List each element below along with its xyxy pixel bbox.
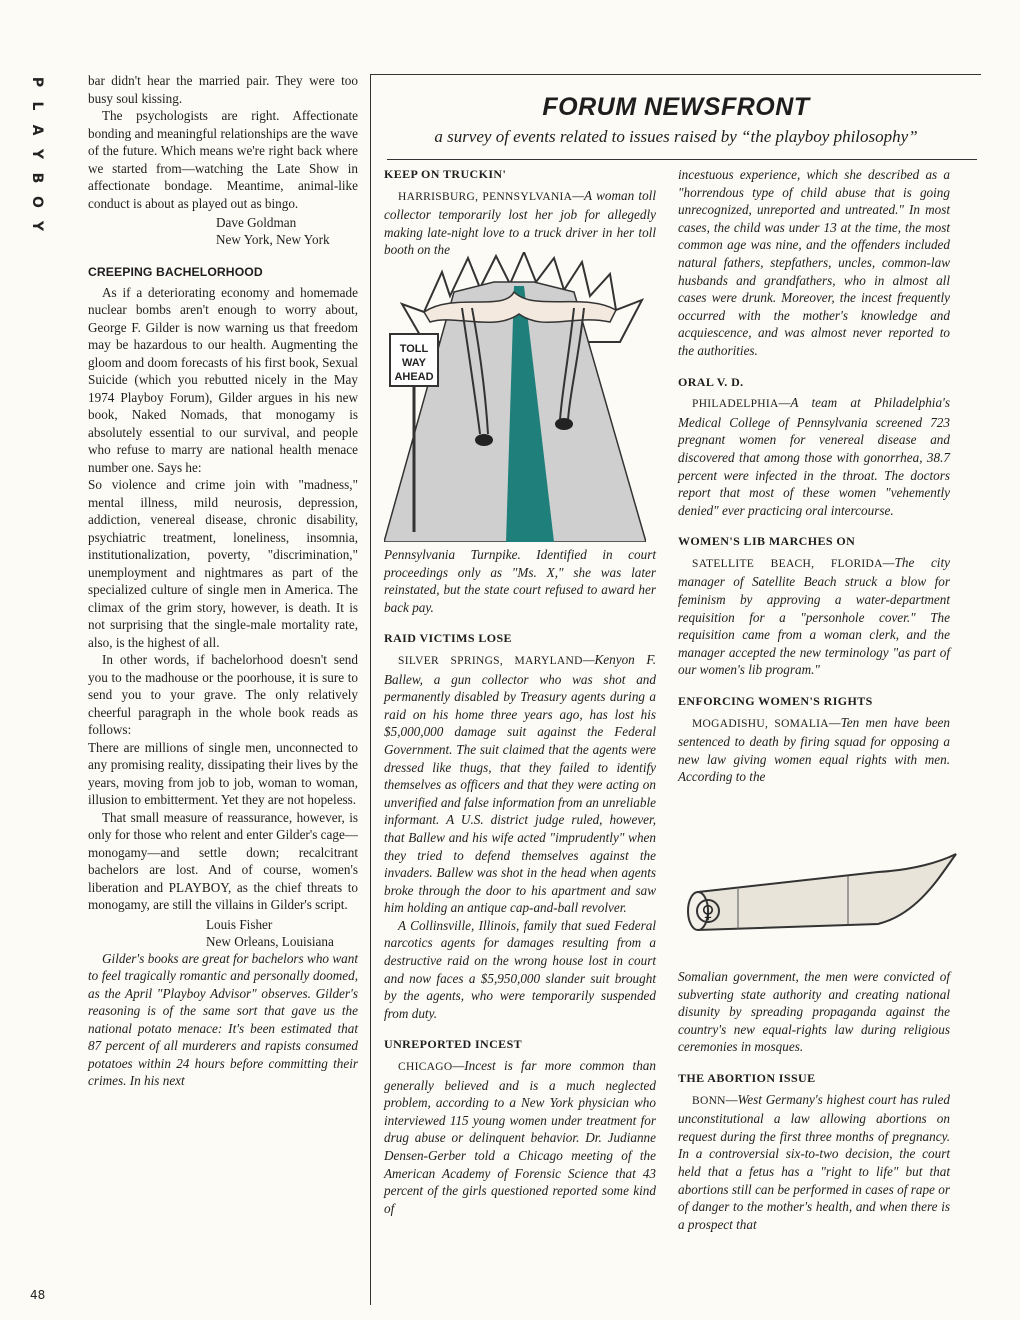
- news-item: CHICAGO—Incest is far more common than generally believed and is a much neglected problem, according to a New York physician who interviewed 115 young women under treatment for drug abuse or delinquent behavior. Dr. Judianne Densen-Gerber told a Chicago meeting of the American Academy of Forensic Science that 43 percent of the girls questioned reported some kind of: [384, 1058, 656, 1216]
- news-text: The city manager of Satellite Beach struck a blow for feminism by approving a water-department requisition for a "personhole cover." The requisition came from a woman clerk, and the manager accepted the new terminology "as part of our women's lib program.": [678, 554, 950, 678]
- dateline: HARRISBURG, PENNSYLVANIA: [398, 190, 573, 203]
- masthead-letter: Y: [29, 148, 45, 160]
- news-column-1: [384, 166, 656, 259]
- news-item: SILVER SPRINGS, MARYLAND—Kenyon F. Ballew, a gun collector who was shot and permanently disabled by Treasury agents during a raid on his home three years ago, has lost his $5,000,000 damage suit against the Federal Government. The suit claimed that the agents were dressed like thugs, that they failed to identify themselves as officers and that they were acting on unverified and false information from an unreliable informant. A U.S. district judge ruled, however, that Ballew and his wife acted "imprudently" when they tried to defend themselves against the invaders. Ballew was shot in the head when agents broke through the door to his apartment and saw him holding an antique cap-and-ball revolver.: [384, 651, 656, 916]
- news-heading: KEEP ON TRUCKIN': [384, 167, 507, 181]
- news-text: Kenyon F. Ballew, a gun collector who was shot and permanently disabled by Treasury agents during a raid on his home three years ago, has lost his $5,000,000 damage suit against the Federal Government. The suit claimed that the agents were dressed like thugs, that they failed to identify themselves as officers and that they were acting on unverified and false information from an unreliable informant. A U.S. district judge ruled, however, that Ballew and his wife acted "imprudently" when they tried to defend themselves against the invaders. Ballew was shot in the head when agents broke through the door to his apartment and saw him holding an antique cap-and-ball revolver.: [384, 651, 656, 916]
- news-text: Incest is far more common than generally believed and is a much neglected problem, according to a New York physician who interviewed 115 young women under treatment for drug abuse or delinquent behavior. Dr. Judianne Densen-Gerber told a Chicago meeting of the American Academy of Forensic Science that 43 percent of the girls questioned reported some kind of: [384, 1058, 656, 1216]
- letter-paragraph: In other words, if bachelorhood doesn't send you to the madhouse or the poorhouse, it is sure to send you to your grave. The only relatively cheerful paragraph in the whole book reads as follows:: [88, 652, 358, 737]
- masthead-letter: O: [29, 196, 45, 208]
- female-symbol-icon: ♀: [701, 902, 715, 923]
- signature-name: Louis Fisher: [206, 916, 273, 932]
- masthead-letter: Y: [29, 220, 45, 232]
- masthead-letter: A: [29, 124, 45, 136]
- news-text: Pennsylvania Turnpike. Identified in court proceedings only as "Ms. X," she was later reinstated, but the state court refused to award her back pay.: [384, 547, 656, 615]
- letters-column: [88, 72, 358, 1090]
- masthead-letter: P: [29, 76, 45, 88]
- news-text: Ten men have been sentenced to death by firing squad for opposing a new law giving women equal rights with men. According to the: [678, 714, 950, 785]
- masthead-letter: L: [29, 101, 45, 111]
- news-text: A team at Philadelphia's Medical College of Pennsylvania screened 723 pregnant women for venereal disease and discovered that among those with gonorrhea, 38.7 percent were infected in the throat. The doctors report that most of these women "vehemently denied" ever practicing oral intercourse.: [678, 395, 950, 518]
- news-text: West Germany's highest court has ruled unconstitutional a law allowing abortions on request during the first three months of pregnancy. In a controversial six-to-two decision, the court held that a fetus has a "right to life" but that abortions still can be performed in cases of rape or of danger to the mother's health, and when there is a prospect that: [678, 1091, 950, 1232]
- news-heading: THE ABORTION ISSUE: [678, 1070, 816, 1085]
- dateline: MOGADISHU, SOMALIA: [692, 717, 829, 730]
- page-number: 48: [30, 1288, 46, 1302]
- dateline: PHILADELPHIA: [692, 398, 779, 411]
- block-quote: So violence and crime join with "madness," mental illness, mild neurosis, depression, addiction, venereal disease, chronic disability, psychiatric treatment, loneliness, insomnia, institutionalization, poverty, "discrimination," unemployment and nightmares as part of the specialized culture of single men in America. The climax of the grim story, however, is death. It is not surprising that the single-male mortality rate, also, is the highest of all.: [88, 477, 358, 650]
- sign-text: AHEAD: [394, 371, 434, 383]
- news-item: PHILADELPHIA—A team at Philadelphia's Medical College of Pennsylvania screened 723 pregnant women for venereal disease and discovered that among those with gonorrhea, 38.7 percent were infected in the throat. The doctors report that most of these women "vehemently denied" ever practicing oral intercourse.: [678, 395, 950, 518]
- news-item: HARRISBURG, PENNSYLVANIA—A woman toll collector temporarily lost her job for allegedly making late-night love to a truck driver in her toll booth on the: [384, 187, 656, 258]
- block-quote: There are millions of single men, unconnected to any promising reality, dissipating their lives by the years, moving from job to job, woman to woman, illusion to embitterment. Yet they are not hopeless.: [88, 739, 358, 807]
- news-text: incestuous experience, which she described as a "horrendous type of child abuse that is going unrecognized, unreported and untreated." In most cases, the child was under 13 at the time, the most common age was nine, and the offenders included natural fathers, stepfathers, uncles, common-law husbands and grandfathers, who in almost all cases were drunk. Moreover, the incest frequently occurred with the mother's knowledge and acquiescence, and was almost never reported to the authorities.: [678, 167, 950, 358]
- news-heading: WOMEN'S LIB MARCHES ON: [678, 534, 856, 549]
- dateline: SILVER SPRINGS, MARYLAND: [398, 654, 583, 667]
- dateline: CHICAGO: [398, 1061, 453, 1074]
- bullet-shape: [698, 854, 956, 930]
- news-column-1-continued: [384, 546, 656, 1217]
- signature-place: New York, New York: [216, 232, 330, 247]
- vertical-masthead: [28, 70, 46, 238]
- news-heading: ORAL V. D.: [678, 374, 744, 389]
- dateline: BONN: [692, 1094, 726, 1107]
- letter-paragraph: That small measure of reassurance, however, is only for those who relent and enter Gilder's cage—monogamy—and settle down; recalcitrant bachelors are lost. And of course, women's liberation and PLAYBOY, as the chief threats to monogamy, are still the villains in Gilder's script.: [88, 809, 358, 912]
- sign-text: WAY: [401, 357, 427, 369]
- forum-subtitle: a survey of events related to issues raised by “the playboy philosophy”: [434, 127, 918, 146]
- title-rule: [387, 159, 977, 160]
- editor-reply: Gilder's books are great for bachelors who want to feel tragically romantic and personally doomed, as the April "Playboy Advisor" observes. Gilder's reasoning is of the same sort that gave us the national potato menace: It's been estimated that 87 percent of all murderers and rapists consumed potatoes within 24 hours before committing their crimes. In his next: [88, 950, 358, 1088]
- sign-text: TOLL: [399, 343, 429, 355]
- section-heading: CREEPING BACHELORHOOD: [88, 265, 263, 279]
- news-item: MOGADISHU, SOMALIA—Ten men have been sentenced to death by firing squad for opposing a new law giving women equal rights with men. According to the: [678, 714, 950, 785]
- news-text: A woman toll collector temporarily lost her job for allegedly making late-night love to a truck driver in her toll booth on the: [384, 187, 656, 258]
- news-column-2-continued: [678, 968, 950, 1233]
- forum-title: FORUM NEWSFRONT: [542, 93, 810, 121]
- dateline: SATELLITE BEACH, FLORIDA: [692, 557, 883, 570]
- news-item: BONN—West Germany's highest court has ruled unconstitutional a law allowing abortions on request during the first three months of pregnancy. In a controversial six-to-two decision, the court held that a fetus has a "right to life" but that abortions still can be performed in cases of rape or of danger to the mother's health, and when there is a prospect that: [678, 1091, 950, 1232]
- signature-name: Dave Goldman: [216, 215, 297, 230]
- news-column-2: [678, 166, 950, 786]
- toll-booth-cartoon: [384, 252, 646, 542]
- bullet-illustration: [678, 832, 960, 962]
- news-text: A Collinsville, Illinois, family that sued Federal narcotics agents for damages resulting from a destructive raid on the wrong house lost in court and now faces a $5,950,000 slander suit brought by the agents, who were temporarily suspended from duty.: [384, 917, 656, 1021]
- news-heading: RAID VICTIMS LOSE: [384, 631, 512, 646]
- letter-paragraph: As if a deteriorating economy and homemade nuclear bombs aren't enough to worry about, George F. Gilder is now warning us that freedom may be hazardous to our health. Augmenting the gloom and doom forecasts of his first book, Sexual Suicide (which you rebutted nicely in the May 1974 Playboy Forum), Gilder argues in his new book, Naked Nomads, that monogamy is absolutely essential to our survival, and people who refuse to marry are national health menace number one. Says he:: [88, 284, 358, 475]
- opening-paragraph: The psychologists are right. Affectionate bonding and meaningful relationships are the wave of the future. Which means we're right back where we started from—watching the Late Show in affectionate bondage. Meantime, animal-like conduct is about as played out as bingo.: [88, 108, 358, 211]
- opening-paragraph: bar didn't hear the married pair. They were too busy soul kissing.: [88, 73, 358, 106]
- masthead-letter: B: [29, 172, 45, 184]
- news-item: SATELLITE BEACH, FLORIDA—The city manager of Satellite Beach struck a blow for feminism by approving a water-department requisition for a "personhole cover." The requisition came from a woman clerk, and the manager accepted the new terminology "as part of our women's lib program.": [678, 554, 950, 678]
- signature-place: New Orleans, Louisiana: [206, 933, 334, 949]
- news-heading: UNREPORTED INCEST: [384, 1037, 523, 1052]
- news-text: Somalian government, the men were convicted of subverting state authority and creating national disunity by spreading propaganda against the country's new equal-rights law during religious ceremonies in mosques.: [678, 969, 950, 1055]
- news-heading: ENFORCING WOMEN'S RIGHTS: [678, 694, 873, 709]
